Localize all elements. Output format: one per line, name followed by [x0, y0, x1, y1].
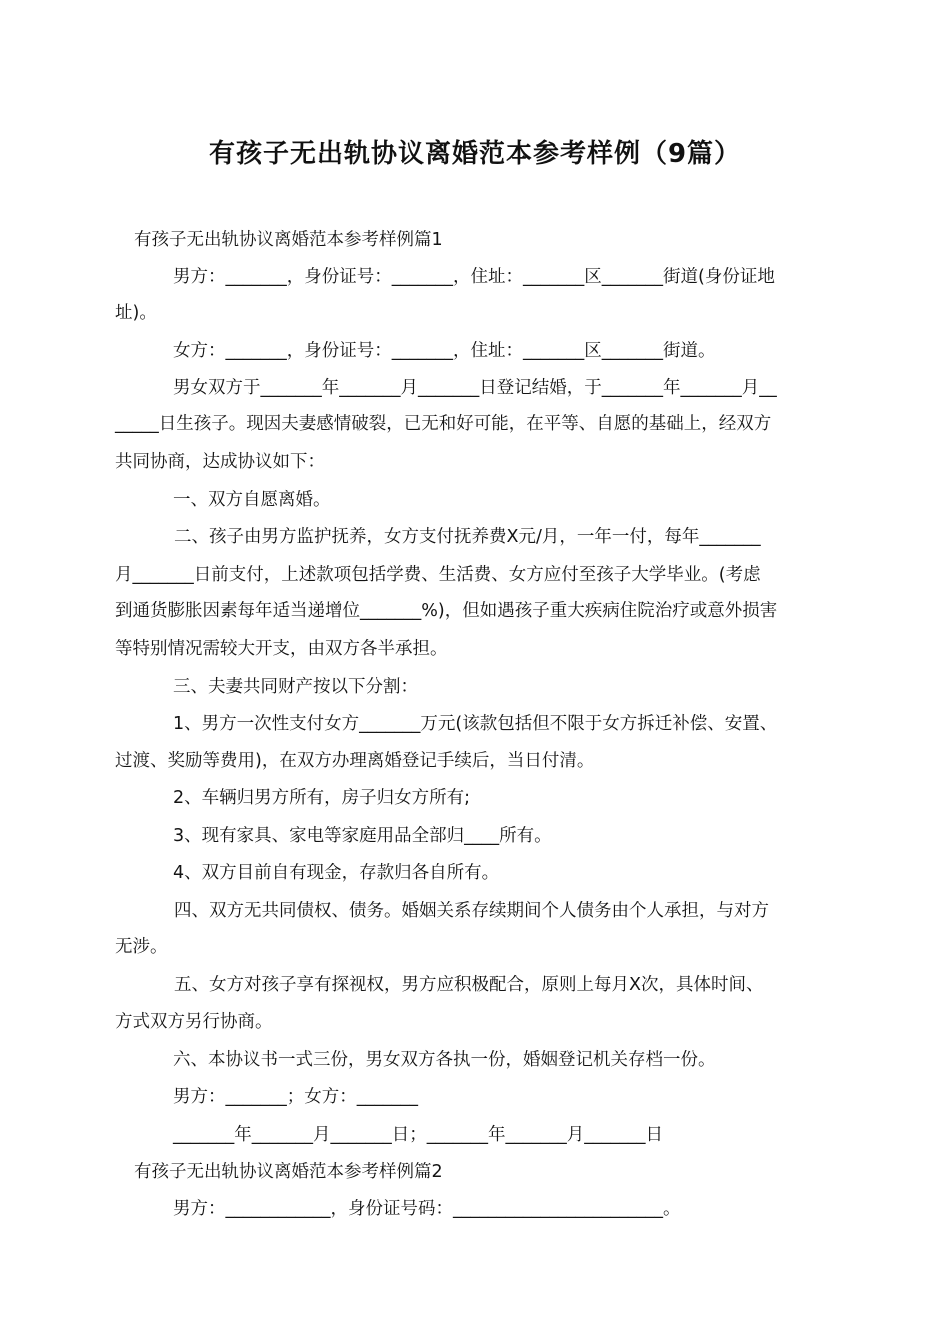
paragraph-line: 方式双方另行协商。 [115, 1012, 273, 1032]
paragraph-line: 过渡、奖励等费用)，在双方办理离婚登记手续后，当日付清。 [115, 751, 595, 771]
clause-line: 1、男方一次性支付女方_______万元(该款包括但不限于女方拆迁补偿、安置、 [173, 714, 778, 734]
clause-line: 3、现有家具、家电等家庭用品全部归____所有。 [173, 826, 552, 846]
clause-line: 一、双方自愿离婚。 [173, 490, 331, 510]
paragraph-line: _____日生孩子。现因夫妻感情破裂，已无和好可能，在平等、自愿的基础上，经双方 [115, 414, 772, 434]
paragraph-line: 共同协商，达成协议如下： [115, 452, 325, 472]
clause-line: 六、本协议书一式三份，男女双方各执一份，婚姻登记机关存档一份。 [173, 1050, 716, 1070]
clause-line: 四、双方无共同债权、债务。婚姻关系存续期间个人债务由个人承担，与对方 [174, 901, 769, 921]
date-line: _______年_______月_______日；_______年_______月_______日 [173, 1125, 663, 1145]
section-heading-2: 有孩子无出轨协议离婚范本参考样例篇2 [134, 1162, 443, 1182]
paragraph-line: 等特别情况需较大开支，由双方各半承担。 [115, 639, 448, 659]
document-title: 有孩子无出轨协议离婚范本参考样例（9篇） [208, 139, 742, 169]
clause-line: 三、夫妻共同财产按以下分割： [173, 677, 418, 697]
paragraph-line: 男方：_______，身份证号：_______，住址：_______区_______街道(身份证地 [173, 267, 775, 287]
section-heading-1: 有孩子无出轨协议离婚范本参考样例篇1 [134, 230, 443, 250]
clause-line: 2、车辆归男方所有，房子归女方所有; [173, 788, 471, 808]
paragraph-line: 到通货膨胀因素每年适当递增位_______%)，但如遇孩子重大疾病住院治疗或意外损害 [115, 601, 778, 621]
paragraph-line: 无涉。 [115, 937, 168, 957]
paragraph-line: 月_______日前支付，上述款项包括学费、生活费、女方应付至孩子大学毕业。(考虑 [115, 565, 761, 585]
clause-line: 二、孩子由男方监护抚养，女方支付抚养费X元/月，一年一付，每年_______ [174, 527, 761, 547]
signature-line: 男方：_______；女方：_______ [173, 1087, 418, 1107]
clause-line: 4、双方目前自有现金，存款归各自所有。 [173, 863, 500, 883]
paragraph-line: 男方：____________，身份证号码：________________________。 [173, 1199, 681, 1219]
paragraph-line: 址)。 [115, 303, 157, 323]
paragraph-line: 男女双方于_______年_______月_______日登记结婚，于_______年_______月__ [173, 378, 777, 398]
clause-line: 五、女方对孩子享有探视权，男方应积极配合，原则上每月X次，具体时间、 [174, 975, 764, 995]
paragraph-line: 女方：_______，身份证号：_______，住址：_______区_______街道。 [173, 341, 716, 361]
